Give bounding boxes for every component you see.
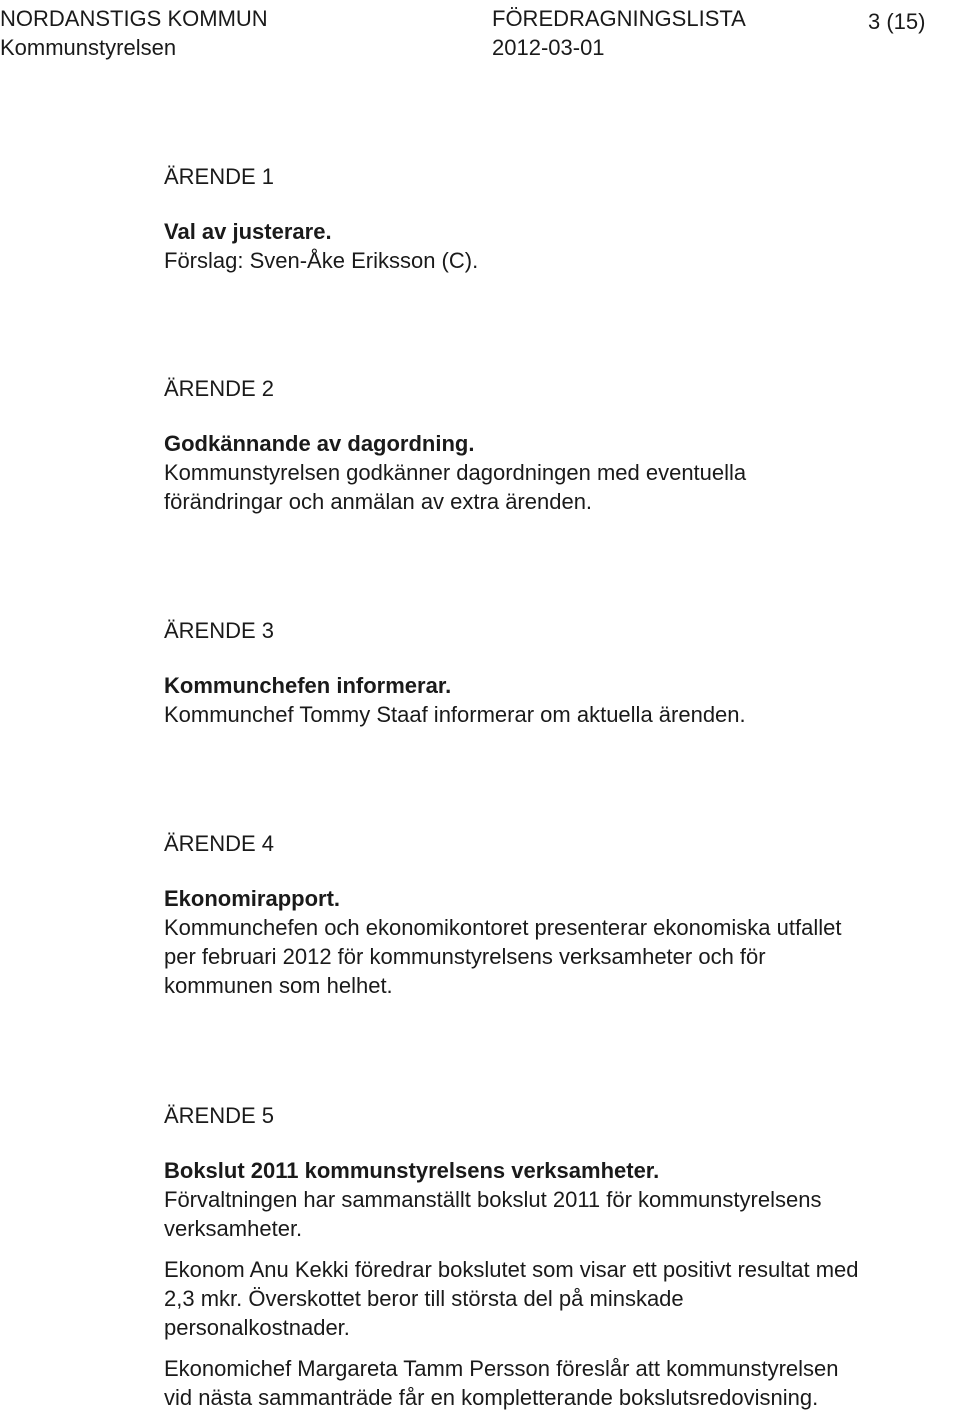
item-text-line: förändringar och anmälan av extra ärenden. (164, 489, 593, 514)
page-number: 3 (15) (868, 9, 926, 34)
item-heading: ÄRENDE 1 (164, 164, 275, 189)
item-text-line: personalkostnader. (164, 1315, 350, 1340)
item-text-line: Kommunchef Tommy Staaf informerar om aktuella ärenden. (164, 702, 746, 727)
item-text-line: per februari 2012 för kommunstyrelsens verksamheter och för (164, 944, 766, 969)
document-type: FÖREDRAGNINGSLISTA (492, 6, 746, 31)
item-title: Godkännande av dagordning. (164, 431, 475, 456)
item-heading: ÄRENDE 5 (164, 1103, 275, 1128)
agenda-item-2 (164, 374, 746, 516)
item-text-line: Kommunchefen och ekonomikontoret presenterar ekonomiska utfallet (164, 915, 842, 940)
committee-name: Kommunstyrelsen (0, 35, 177, 60)
item-text-line: verksamheter. (164, 1216, 303, 1241)
agenda-item-4 (164, 829, 841, 1000)
agenda-item-1 (164, 162, 478, 275)
item-text-line: Förslag: Sven-Åke Eriksson (C). (164, 248, 479, 273)
agenda-item-5 (164, 1101, 859, 1412)
item-title: Bokslut 2011 kommunstyrelsens verksamheter. (164, 1158, 660, 1183)
item-text-line: Kommunstyrelsen godkänner dagordningen med eventuella (164, 460, 747, 485)
item-text-line: vid nästa sammanträde får en kompletterande bokslutsredovisning. (164, 1385, 819, 1410)
item-heading: ÄRENDE 2 (164, 376, 275, 401)
item-text-line: Ekonom Anu Kekki föredrar bokslutet som visar ett positivt resultat med (164, 1257, 859, 1282)
organization-name: NORDANSTIGS KOMMUN (0, 6, 268, 31)
item-text-line: 2,3 mkr. Överskottet beror till största del på minskade (164, 1286, 684, 1311)
agenda-item-3 (164, 616, 746, 729)
item-title: Val av justerare. (164, 219, 332, 244)
item-heading: ÄRENDE 4 (164, 831, 275, 856)
item-text-line: Förvaltningen har sammanställt bokslut 2011 för kommunstyrelsens (164, 1187, 822, 1212)
item-title: Kommunchefen informerar. (164, 673, 452, 698)
item-heading: ÄRENDE 3 (164, 618, 275, 643)
item-title: Ekonomirapport. (164, 886, 341, 911)
item-text-line: Ekonomichef Margareta Tamm Persson föreslår att kommunstyrelsen (164, 1356, 839, 1381)
item-text-line: kommunen som helhet. (164, 973, 393, 998)
meeting-date: 2012-03-01 (492, 35, 605, 60)
